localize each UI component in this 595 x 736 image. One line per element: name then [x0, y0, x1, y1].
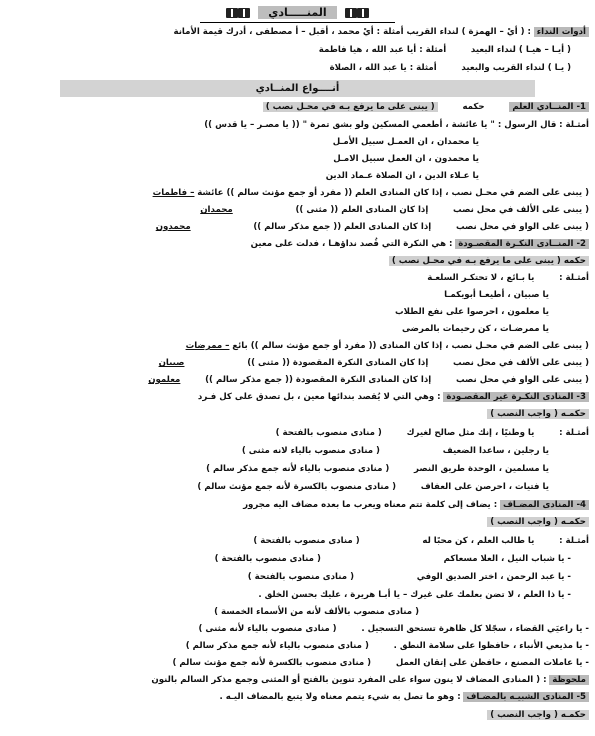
- line-text: ( منادى منصوب بالياء لأنه مثنى ): [198, 624, 337, 634]
- line-text: ( منادى منصوب بالفتحة ): [214, 554, 321, 564]
- section-label: 5- المنادى الشبيـه بالمضـاف: [463, 692, 589, 702]
- line-text: : ( المنادى المضاف لا ينون سواء على المفرد تنوين بالفتح أو المثنى وجمع مذكر السالم بالنون: [151, 675, 547, 685]
- line-text: يا محمدون ، ان العمل سبيل الامـل: [333, 154, 479, 164]
- section-1-heading: [6, 99, 589, 116]
- text-line: [6, 655, 589, 672]
- line-text: يا ممرضـات ، كن رحيمات بالمرضى: [401, 324, 549, 334]
- line-text: يا رجلين ، ساعدا الضعيف: [442, 446, 549, 456]
- rule-text: حكمـه ( واجب النصب ): [487, 409, 589, 419]
- line-text: ( أيـا – هيـا ) لنداء البعيد: [470, 45, 571, 55]
- section-label: 4- المنادى المضـاف: [500, 500, 589, 510]
- text-line: [6, 372, 589, 389]
- line-text: ( منادى منصوب بالياء لأنه جمع مذكر سالم ): [206, 464, 390, 474]
- text-line: [6, 461, 589, 478]
- line-text: ( منادى منصوب بالفتحة ): [275, 428, 382, 438]
- vocative-tools-row: [6, 24, 589, 41]
- line-text: يا محمدان ، ان العمـل سبيل الأمـل: [332, 137, 479, 147]
- rule-text: حكمـه ( واجب النصب ): [487, 517, 589, 527]
- text-line: [6, 533, 589, 550]
- examples-label: أمثـلة :: [559, 120, 589, 130]
- book-icon: [345, 8, 357, 18]
- text-line: [6, 551, 589, 568]
- text-line: [6, 270, 589, 287]
- line-text: ( يـا ) لنداء القريب والبعيد: [461, 63, 571, 73]
- line-text: ( يبنى على الواو في محل نصب: [455, 222, 589, 232]
- example-word: محمدون: [155, 222, 191, 232]
- line-text: : يضاف إلى كلمة تتم معناه ويعرب ما بعده مضاف اليه مجرور: [243, 500, 498, 510]
- section-5-heading: [6, 689, 589, 706]
- title-text: المنـــــادي: [258, 6, 336, 19]
- text-line: [6, 168, 589, 185]
- line-text: قال الرسول : " يا عائشة ، أطعمي المسكين ولو بشق تمرة " (( يا مصـر – يا قدس )): [204, 120, 557, 130]
- rule-label: حكمه: [462, 102, 485, 112]
- example-word: – ممرضات: [185, 341, 230, 351]
- line-text: - يا مذيعي الأنباء ، حافظوا على سلامة النطق .: [393, 641, 589, 651]
- example-word: – فاطمات: [152, 188, 195, 198]
- line-text: إذا كان المنادى العلم (( جمع مذكر سالم )): [253, 222, 432, 232]
- text-line: [6, 219, 589, 236]
- line-text: إذا كان المنادى النكرة المقصودة (( مثنى )): [247, 358, 429, 368]
- line-text: ( منادى منصوب بالألف لأنه من الأسماء الخمسة ): [214, 607, 419, 617]
- text-line: [6, 134, 589, 151]
- text-line: [6, 479, 589, 496]
- line-text: يا بـائع ، لا تحتكـر السلعـة: [427, 273, 535, 283]
- text-line: [6, 338, 589, 355]
- book-icon: [238, 8, 250, 18]
- text-line: [6, 151, 589, 168]
- book-icon: [226, 8, 238, 18]
- line-text: يا صبيان ، أطيعـا أبويكمـا: [444, 290, 549, 300]
- line-text: يا مسلمين ، الوحدة طريق النصر: [414, 464, 549, 474]
- line-text: أمثلة : يا عبد الله ، الصلاة: [329, 63, 437, 73]
- text-line: [6, 185, 589, 202]
- line-text: ( منادى منصوب بالكسرة لأنه جمع مؤنث سالم ): [172, 658, 372, 668]
- rule-text: حكمـه ( واجب النصب ): [487, 710, 589, 720]
- line-text: ( منادى منصوب بالكسرة لأنه جمع مؤنث سالم ): [197, 482, 397, 492]
- rule-text: ( يبنى على ما يرفع بـه في محـل نصب ): [263, 102, 438, 112]
- example-word: محمدان: [200, 205, 233, 215]
- line-text: ( منادى منصوب بالياء لأنه جمع مذكر سالم ): [185, 641, 369, 651]
- line-text: - يا عبد الرحمن ، اختر الصديق الوفي: [416, 572, 571, 582]
- examples-label: أمثـلة :: [559, 273, 589, 283]
- line-text: ( يبنى على الواو في محل نصب: [455, 375, 589, 385]
- line-text: - يا عاملات المصنع ، حافظن على إتقان العمل: [395, 658, 589, 668]
- line-text: : ( أيْ – الهمزة ) لنداء القريب أمثلة : أيْ محمد ، أقبل – أ مصطفى ، أدرك قيمة الأمانة: [173, 27, 531, 37]
- section-4-heading: [6, 497, 589, 514]
- section-label: 1- المنــادي العلم: [509, 102, 589, 112]
- example-word: معلمون: [148, 375, 181, 385]
- section-label: أدوات النداء: [534, 27, 589, 37]
- rule-line: [6, 707, 589, 724]
- line-text: يا معلمون ، احرصوا على نفع الطلاب: [394, 307, 549, 317]
- text-line: [6, 355, 589, 372]
- text-line: [6, 117, 589, 134]
- rule-line: [6, 514, 589, 531]
- line-text: : وهو ما تصل به شيء يتمم معناه ولا يتبع بالمضاف اليـه .: [219, 692, 461, 702]
- line-text: ( منادى منصوب بالفتحة ): [253, 536, 360, 546]
- text-line: [6, 587, 589, 604]
- text-line: [6, 604, 589, 621]
- line-text: - يا شباب النيل ، العلا مسعاكم: [443, 554, 571, 564]
- section-3-heading: [6, 389, 589, 406]
- text-line: [6, 287, 589, 304]
- rule-line: [6, 253, 589, 270]
- line-text: ( يبنى على الضم في محـل نصب ، إذا كان المنادى (( مفرد أو جمع مؤنث سالم )) بائع: [232, 341, 589, 351]
- example-word: صبيان: [158, 358, 185, 368]
- line-text: - يا راعيَي القضاء ، سجّلا كل ظاهرة تستحق التسجيل .: [361, 624, 589, 634]
- rule-line: [6, 406, 589, 423]
- line-text: : هي النكرة التي قُصد نداؤهـا ، فدلت على معين: [250, 239, 453, 249]
- text-line: [6, 443, 589, 460]
- types-heading: أنــــواع المنــادي: [60, 80, 535, 97]
- section-2-heading: [6, 236, 589, 253]
- document-title: [200, 4, 395, 23]
- examples-label: أمثـلة :: [559, 536, 589, 546]
- line-text: إذا كان المنادى العلم (( مثنى )): [295, 205, 429, 215]
- line-text: ( يبنى على الألف في محل نصب: [453, 205, 589, 215]
- line-text: يا وطنيًا ، إنك مثل صالح لغيرك: [406, 428, 535, 438]
- line-text: أمثلة : أيا عبد الله ، هيا فاطمة: [318, 45, 447, 55]
- line-text: يا طالب العلم ، كن محبًا له: [422, 536, 535, 546]
- text-line: [6, 321, 589, 338]
- line-text: ( منادى منصوب بالفتحة ): [247, 572, 355, 582]
- note-line: [6, 672, 589, 689]
- line-text: ( منادى منصوب بالياء لانه مثنى ): [241, 446, 380, 456]
- line-text: ( يبنى على الضم في محـل نصب ، إذا كان المنادى العلم (( مفرد أو جمع مؤنث سالم )) عائشة: [197, 188, 589, 198]
- text-line: [6, 425, 589, 442]
- section-label: 2- المنــادى النكـرة المقصـودة: [455, 239, 589, 249]
- note-label: ملحوظة: [549, 675, 589, 685]
- text-line: [6, 304, 589, 321]
- book-icon: [357, 8, 369, 18]
- line-text: ( يبنى على الألف في محل نصب: [453, 358, 589, 368]
- line-text: إذا كان المنادى النكرة المقصودة (( جمع مذكر سالم )): [205, 375, 432, 385]
- examples-label: أمثـلة :: [559, 428, 589, 438]
- line-text: يا فتيات ، احرصن على العفاف: [420, 482, 549, 492]
- text-line: [6, 638, 589, 655]
- line-text: - يا ذا العلم ، لا تضن بعلمك على غيرك – يا أبـا هريرة ، عليك بحسن الخلق .: [258, 590, 571, 600]
- line-text: : وهي التي لا يُقصد بندائها معين ، بل تصدق على كل فـرد: [197, 392, 441, 402]
- text-line: [6, 621, 589, 638]
- line-text: يا عـلاء الدين ، ان الصلاة عـماد الدين: [325, 171, 479, 181]
- text-line: [6, 202, 589, 219]
- section-label: 3- المنادى النكـرة غير المقصـودة: [443, 392, 589, 402]
- text-line: [6, 42, 589, 59]
- text-line: [6, 569, 589, 586]
- text-line: [6, 60, 589, 77]
- rule-text: حكمه ( يبنى على ما يرفع بـه في محـل نصب ): [389, 256, 589, 266]
